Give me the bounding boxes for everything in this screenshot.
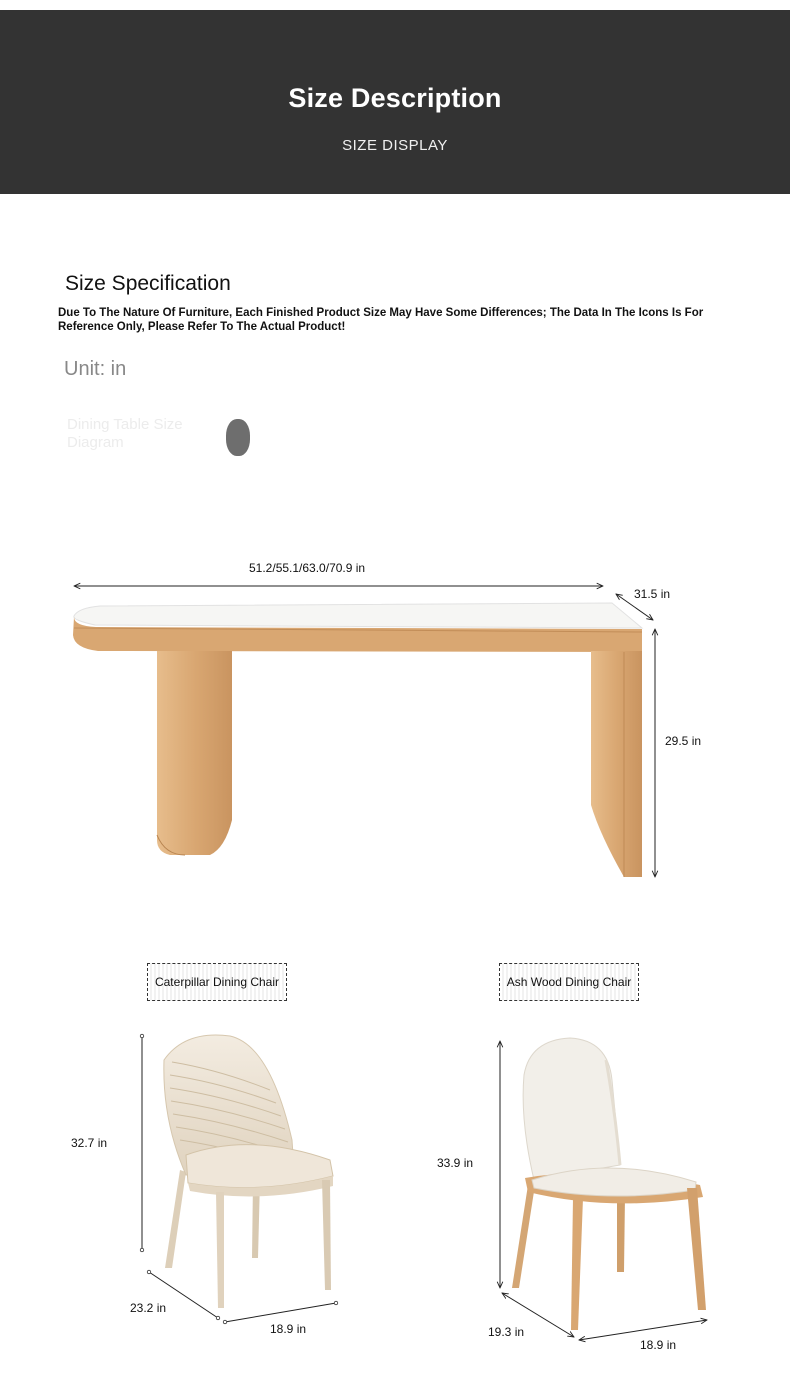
chair-name-ash-wood: Ash Wood Dining Chair	[499, 963, 639, 1001]
banner-title: Size Description	[288, 83, 502, 113]
banner-subtitle: SIZE DISPLAY	[342, 137, 448, 154]
caterpillar-width-label: 18.9 in	[270, 1322, 307, 1336]
ash-wood-depth-label: 19.3 in	[488, 1325, 525, 1339]
spec-title: Size Specification	[65, 272, 231, 295]
caterpillar-chair-illustration	[164, 1035, 333, 1308]
caterpillar-height-label: 32.7 in	[71, 1136, 108, 1150]
ash-wood-height-label: 33.9 in	[437, 1156, 474, 1170]
dining-table-illustration	[73, 603, 642, 877]
diagram-label: Dining Table Size Diagram	[67, 416, 183, 451]
spec-disclaimer: Due To The Nature Of Furniture, Each Finished Product Size May Have Some Differences; The Data In The Icons Is For Reference Only, Please Refer To The Actual Product!	[58, 307, 704, 333]
unit-label: Unit: in	[64, 358, 127, 380]
chair-name-caterpillar: Caterpillar Dining Chair	[147, 963, 287, 1001]
ash-wood-chair-illustration	[512, 1038, 706, 1330]
table-length-label: 51.2/55.1/63.0/70.9 in	[249, 561, 366, 575]
table-depth-label: 31.5 in	[634, 587, 671, 601]
ash-wood-width-label: 18.9 in	[640, 1338, 677, 1352]
caterpillar-depth-label: 23.2 in	[130, 1301, 167, 1315]
table-height-label: 29.5 in	[665, 734, 702, 748]
